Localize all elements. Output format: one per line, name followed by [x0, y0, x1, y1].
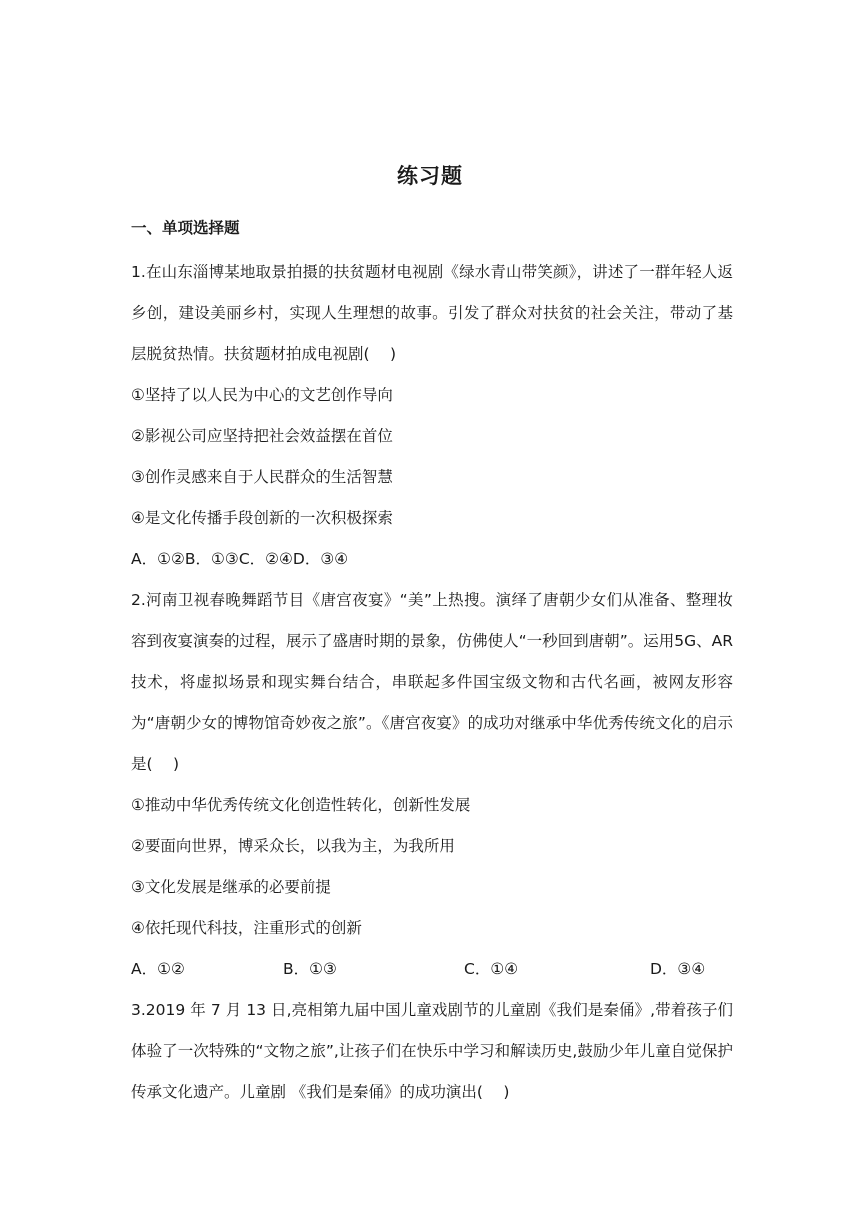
page-title: 练习题 [397, 164, 463, 188]
question-2-statement-4: ④依托现代科技，注重形式的创新 [131, 919, 362, 937]
question-2-stem: 2.河南卫视春晚舞蹈节目《唐宫夜宴》“美”上热搜。演绎了唐朝少女们从准备、整理妆容到夜宴演奏的过程，展示了盛唐时期的景象，仿佛使人“一秒回到唐朝”。运用5G、AR 技术，将虚拟场景和现实舞台结合，串联起多件国宝级文物和古代名画，被网友形容为“唐朝少女的博物馆奇妙夜之旅”。《唐宫夜宴》的成功对继承中华优秀传统文化的启示是( ) [131, 591, 733, 773]
question-1-statement-4: ④是文化传播手段创新的一次积极探索 [131, 509, 393, 527]
question-2-statement-1: ①推动中华优秀传统文化创造性转化，创新性发展 [131, 796, 471, 814]
question-1-statement-1: ①坚持了以人民为中心的文艺创作导向 [131, 386, 393, 404]
section-heading: 一、单项选择题 [131, 219, 240, 237]
question-2-option-d: D．③④ [650, 960, 706, 978]
question-2-option-c: C．①④ [464, 960, 519, 978]
question-2-statement-3: ③文化发展是继承的必要前提 [131, 878, 331, 896]
question-1-statement-2: ②影视公司应坚持把社会效益摆在首位 [131, 427, 393, 445]
question-1-stem: 1.在山东淄博某地取景拍摄的扶贫题材电视剧《绿水青山带笑颜》，讲述了一群年轻人返乡创，建设美丽乡村，实现人生理想的故事。引发了群众对扶贫的社会关注，带动了基层脱贫热情。扶贫题材拍成电视剧( ) [131, 263, 733, 363]
question-2-options [131, 949, 733, 990]
question-2-option-b: B．①③ [283, 960, 337, 978]
question-2-statement-2: ②要面向世界，博采众长，以我为主，为我所用 [131, 837, 455, 855]
question-2-option-a: A．①② [131, 960, 185, 978]
question-1-statement-3: ③创作灵感来自于人民群众的生活智慧 [131, 468, 393, 486]
question-3-stem: 3.2019 年 7 月 13 日,亮相第九届中国儿童戏剧节的儿童剧《我们是秦俑》,带着孩子们体验了一次特殊的“文物之旅”,让孩子们在快乐中学习和解读历史,鼓励少年儿童自觉保护传承文化遗产。儿童剧 《我们是秦俑》的成功演出( ) [131, 1001, 733, 1101]
question-1-options: A．①②B．①③C．②④D．③④ [131, 550, 349, 568]
question-list [131, 252, 733, 1113]
